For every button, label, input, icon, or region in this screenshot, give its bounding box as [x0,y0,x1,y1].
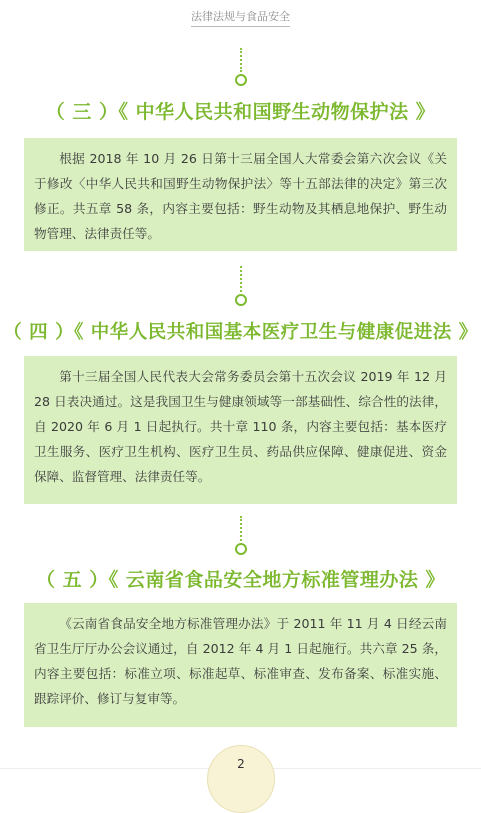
section-5-body: 《云南省食品安全地方标准管理办法》于 2011 年 11 月 4 日经云南省卫生厅厅办公会议通过，自 2012 年 4 月 1 日起施行。共六章 25 条，内容主要包括：标准立项、标准起草、标准审查、发布备案、标准实施、跟踪评价、修订与复审等。 [34,616,447,706]
timeline-connector [235,266,247,308]
timeline-node-icon [235,543,247,555]
section-3-title: （ 三 ）《 中华人民共和国野生动物保护法 》 [45,101,436,123]
page-number-badge [207,745,275,813]
running-header [0,8,481,27]
page-number: 2 [237,757,245,771]
section-4-title: （ 四 ）《 中华人民共和国基本医疗卫生与健康促进法 》 [3,322,478,343]
header-title: 法律法规与食品安全 [191,8,290,27]
timeline-connector [235,48,247,88]
section-5-card [24,603,457,727]
section-3-body: 根据 2018 年 10 月 26 日第十三届全国人大常委会第六次会议《关于修改〈中华人民共和国野生动物保护法〉等十五部法律的决定》第三次修正。共五章 58 条，内容主要包括：野生动物及其栖息地保护、野生动物管理、法律责任等。 [34,151,447,241]
timeline-node-icon [235,74,247,86]
timeline-node-icon [235,294,247,306]
section-5-title: （ 五 ）《 云南省食品安全地方标准管理办法 》 [36,569,445,591]
section-4-card [24,356,457,504]
section-4-body: 第十三届全国人民代表大会常务委员会第十五次会议 2019 年 12 月 28 日表决通过。这是我国卫生与健康领域等一部基础性、综合性的法律，自 2020 年 6 月 1 日起执行。共十章 110 条，内容主要包括：基本医疗卫生服务、医疗卫生机构、医疗卫生员、药品供应保障、健康促进、资金保障、监督管理、法律责任等。 [34,369,447,484]
timeline-connector [235,516,247,558]
section-3-card [24,138,457,251]
